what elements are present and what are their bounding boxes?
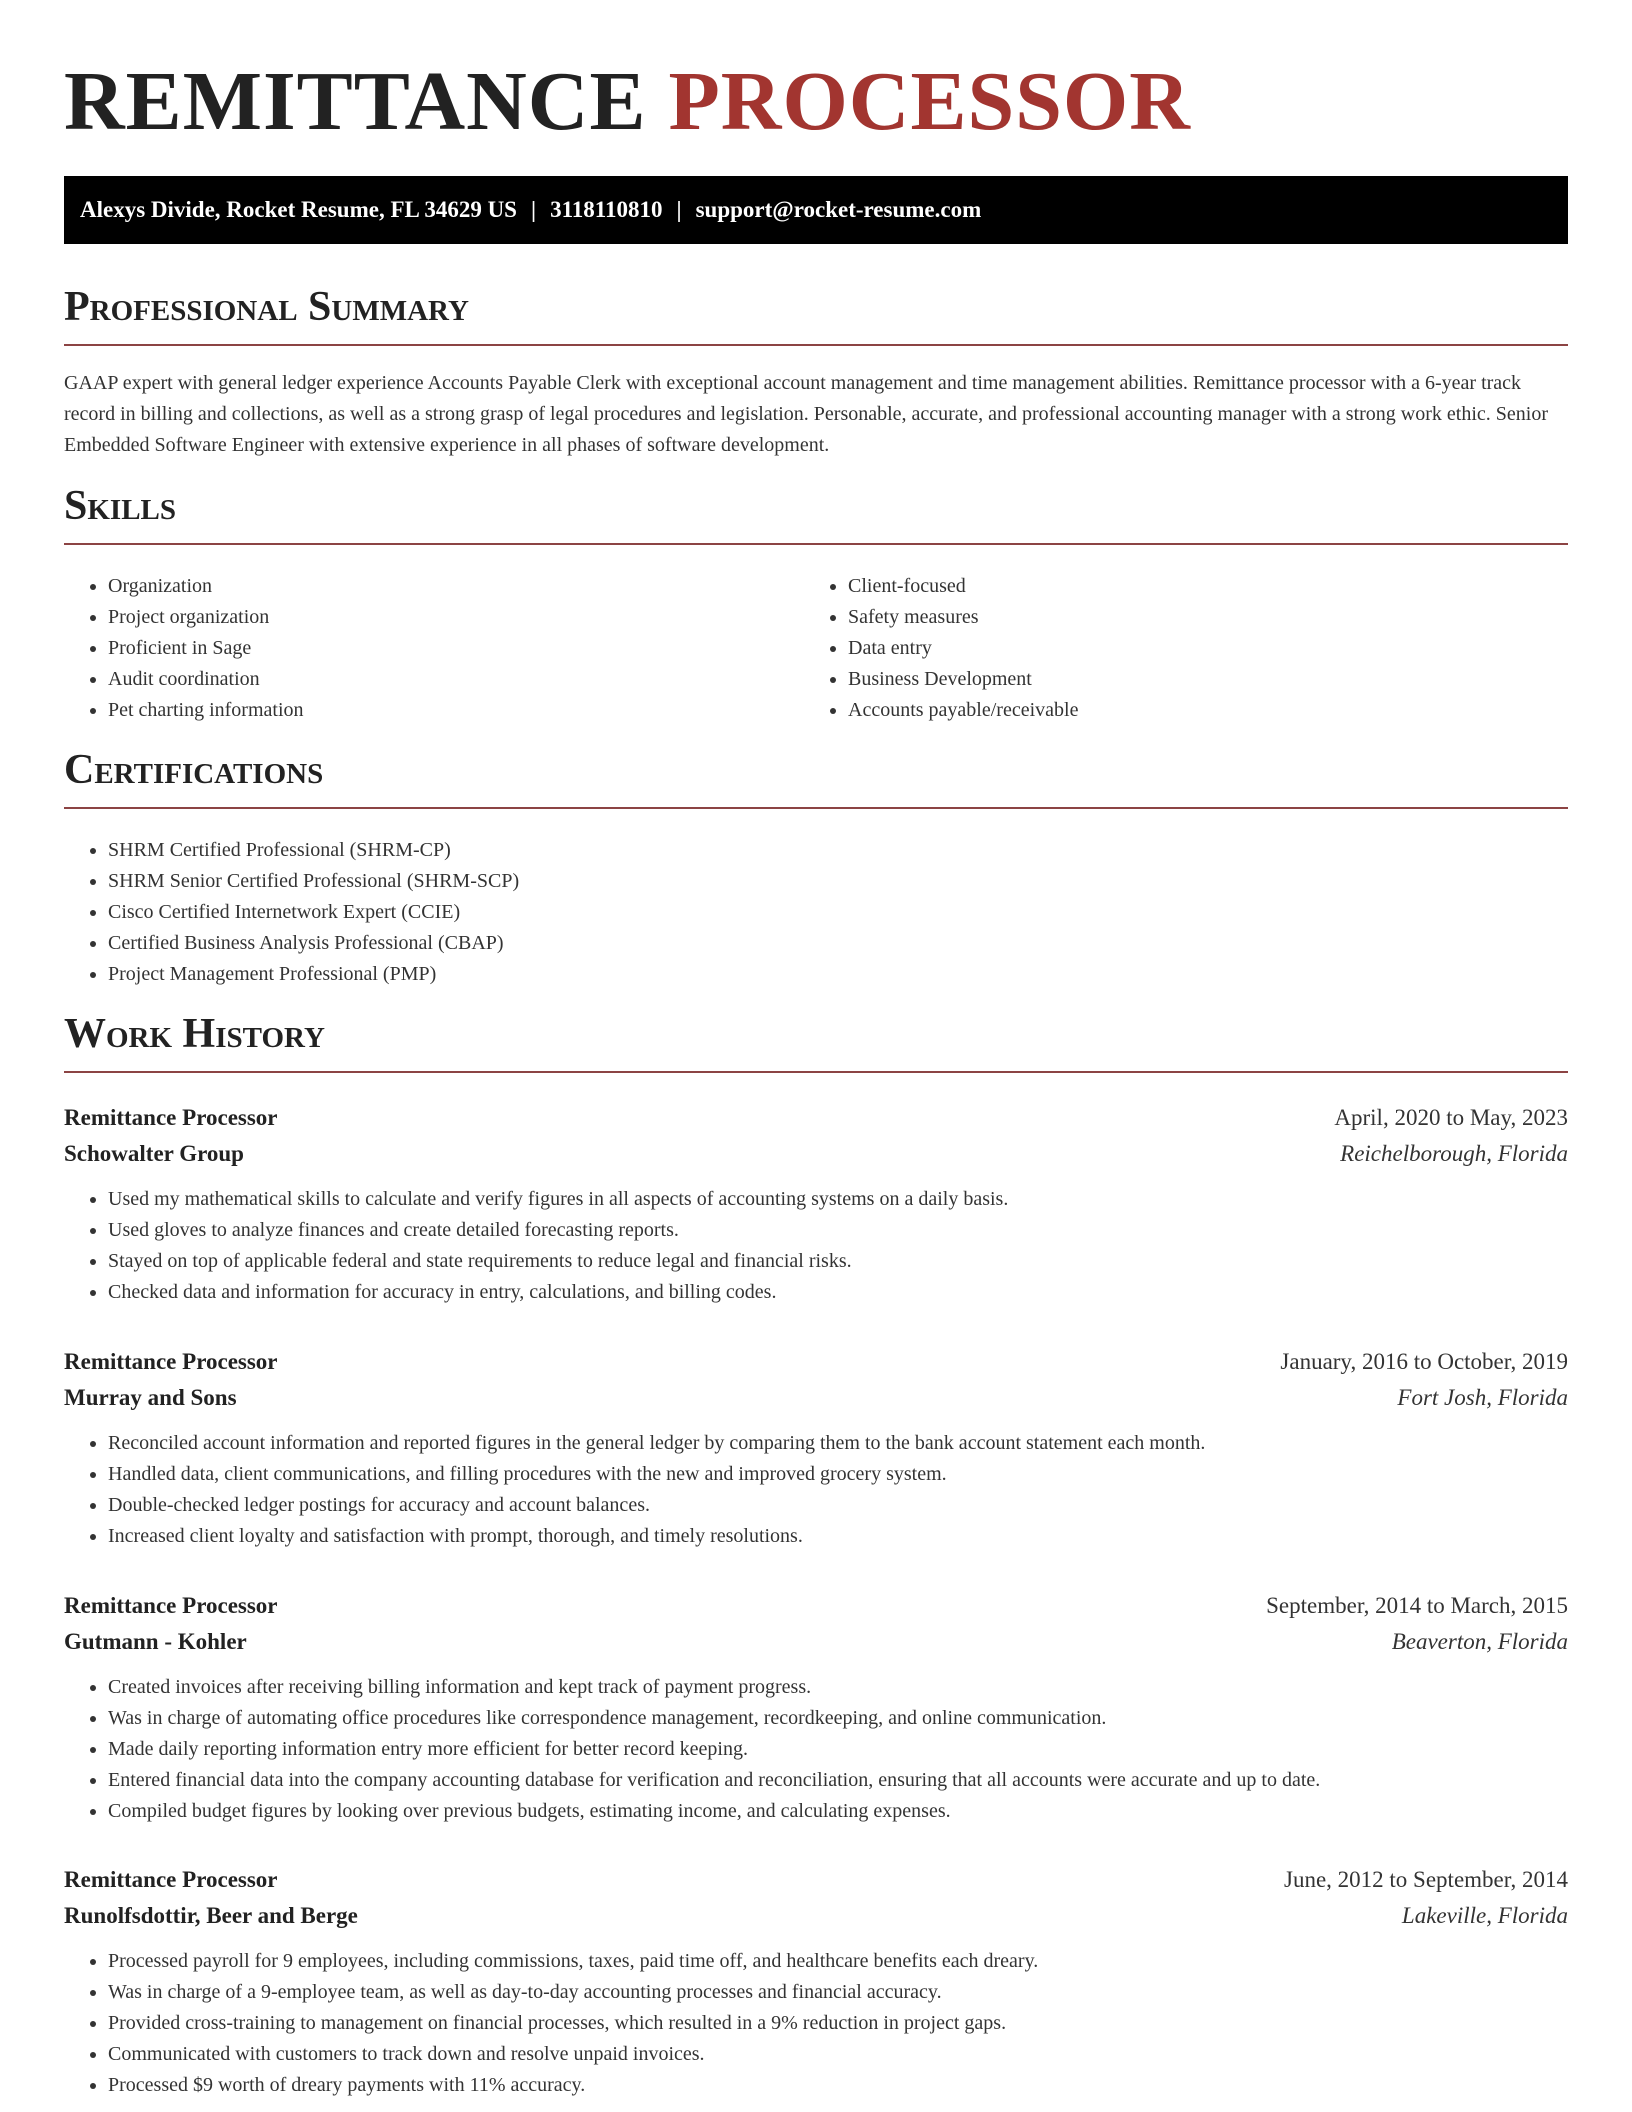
section-title-work-history: Work History <box>64 1009 1568 1073</box>
certification-item: • SHRM Senior Certified Professional (SHRM-SCP) <box>108 866 519 897</box>
section-title-skills: Skills <box>64 481 1568 545</box>
job-dates: January, 2016 to October, 2019 <box>1280 1349 1568 1374</box>
job-location: Fort Josh, Florida <box>1397 1385 1568 1410</box>
job-dates: September, 2014 to March, 2015 <box>1266 1593 1568 1618</box>
skill-item: • Client-focused <box>848 571 1078 602</box>
name-last: PROCESSOR <box>668 55 1191 148</box>
contact-separator: | <box>530 197 537 222</box>
job-header-row <box>64 1344 1568 1380</box>
job-bullet: • Stayed on top of applicable federal and state requirements to reduce legal and financial risks. <box>108 1246 1568 1277</box>
job-header-row <box>64 1862 1568 1898</box>
skill-item: • Accounts payable/receivable <box>848 695 1078 726</box>
contact-bar <box>64 176 1568 244</box>
job-bullets <box>64 1428 1568 1552</box>
job-bullet: • Was in charge of automating office procedures like correspondence management, recordkeeping, and online communication. <box>108 1703 1568 1734</box>
job-location: Lakeville, Florida <box>1401 1903 1568 1928</box>
job-bullet: • Double-checked ledger postings for accuracy and account balances. <box>108 1490 1568 1521</box>
job-title: Remittance Processor <box>64 1105 278 1130</box>
job-bullet: • Created invoices after receiving billing information and kept track of payment progress. <box>108 1672 1568 1703</box>
contact-email: support@rocket-resume.com <box>695 197 982 222</box>
contact-address: Alexys Divide, Rocket Resume, FL 34629 US <box>80 197 517 222</box>
summary-text: GAAP expert with general ledger experience Accounts Payable Clerk with exceptional account management and time management abilities. Remittance processor with a 6-year track record in billing and collections, as well as a strong grasp of legal procedures and legislation. Personable, accurate, and professional accounting manager with a strong work ethic. Senior Embedded Software Engineer with extensive experience in all phases of software development. <box>64 372 1548 456</box>
job-bullets <box>64 1672 1568 1827</box>
job-bullet: • Processed $9 worth of dreary payments with 11% accuracy. <box>108 2070 1568 2101</box>
skill-item: • Audit coordination <box>108 664 304 695</box>
section-title-summary: Professional Summary <box>64 282 1568 346</box>
job-dates: June, 2012 to September, 2014 <box>1284 1867 1568 1892</box>
job-company-row <box>64 1380 1568 1416</box>
job-bullet: • Processed payroll for 9 employees, including commissions, taxes, paid time off, and healthcare benefits each dreary. <box>108 1946 1568 1977</box>
job-entry <box>64 1344 1568 1552</box>
skill-item: • Pet charting information <box>108 695 304 726</box>
job-company-row <box>64 1898 1568 1934</box>
job-company-row <box>64 1624 1568 1660</box>
job-bullet: • Increased client loyalty and satisfaction with prompt, thorough, and timely resolutions. <box>108 1521 1568 1552</box>
job-bullet: • Handled data, client communications, and filling procedures with the new and improved grocery system. <box>108 1459 1568 1490</box>
job-bullet: • Was in charge of a 9-employee team, as well as day-to-day accounting processes and financial accuracy. <box>108 1977 1568 2008</box>
skill-item: • Project organization <box>108 602 304 633</box>
job-company: Murray and Sons <box>64 1385 237 1410</box>
resume-name <box>64 52 1191 152</box>
job-header-row <box>64 1588 1568 1624</box>
job-company-row <box>64 1136 1568 1172</box>
skills-list-left <box>64 571 304 726</box>
job-bullet: • Used my mathematical skills to calculate and verify figures in all aspects of accounting systems on a daily basis. <box>108 1184 1568 1215</box>
job-company: Schowalter Group <box>64 1141 244 1166</box>
job-location: Reichelborough, Florida <box>1340 1141 1568 1166</box>
certification-item: • Certified Business Analysis Professional (CBAP) <box>108 928 519 959</box>
job-title: Remittance Processor <box>64 1867 278 1892</box>
job-bullet: • Made daily reporting information entry more efficient for better record keeping. <box>108 1734 1568 1765</box>
job-header-row <box>64 1100 1568 1136</box>
job-title: Remittance Processor <box>64 1593 278 1618</box>
skill-item: • Safety measures <box>848 602 1078 633</box>
job-bullet: • Communicated with customers to track down and resolve unpaid invoices. <box>108 2039 1568 2070</box>
job-dates: April, 2020 to May, 2023 <box>1334 1105 1568 1130</box>
skill-item: • Business Development <box>848 664 1078 695</box>
job-company: Gutmann - Kohler <box>64 1629 247 1654</box>
job-bullet: • Provided cross-training to management on financial processes, which resulted in a 9% reduction in project gaps. <box>108 2008 1568 2039</box>
job-bullets <box>64 1946 1568 2101</box>
certification-item: • SHRM Certified Professional (SHRM-CP) <box>108 835 519 866</box>
job-entry <box>64 1862 1568 2101</box>
job-title: Remittance Processor <box>64 1349 278 1374</box>
job-bullet: • Compiled budget figures by looking over previous budgets, estimating income, and calculating expenses. <box>108 1796 1568 1827</box>
certification-item: • Cisco Certified Internetwork Expert (CCIE) <box>108 897 519 928</box>
job-location: Beaverton, Florida <box>1391 1629 1568 1654</box>
skills-list-right <box>804 571 1078 726</box>
job-bullet: • Reconciled account information and reported figures in the general ledger by comparing them to the bank account statement each month. <box>108 1428 1568 1459</box>
job-company: Runolfsdottir, Beer and Berge <box>64 1903 358 1928</box>
skill-item: • Data entry <box>848 633 1078 664</box>
contact-phone: 3118110810 <box>550 197 663 222</box>
job-entry <box>64 1100 1568 1308</box>
skill-item: • Proficient in Sage <box>108 633 304 664</box>
name-first: REMITTANCE <box>64 55 647 148</box>
job-bullets <box>64 1184 1568 1308</box>
job-entry <box>64 1588 1568 1827</box>
certifications-list <box>64 835 519 990</box>
section-title-certifications: Certifications <box>64 745 1568 809</box>
skill-item: • Organization <box>108 571 304 602</box>
certification-item: • Project Management Professional (PMP) <box>108 959 519 990</box>
job-bullet: • Used gloves to analyze finances and create detailed forecasting reports. <box>108 1215 1568 1246</box>
job-bullet: • Entered financial data into the company accounting database for verification and reconciliation, ensuring that all accounts were accurate and up to date. <box>108 1765 1568 1796</box>
contact-separator: | <box>676 197 682 222</box>
job-bullet: • Checked data and information for accuracy in entry, calculations, and billing codes. <box>108 1277 1568 1308</box>
